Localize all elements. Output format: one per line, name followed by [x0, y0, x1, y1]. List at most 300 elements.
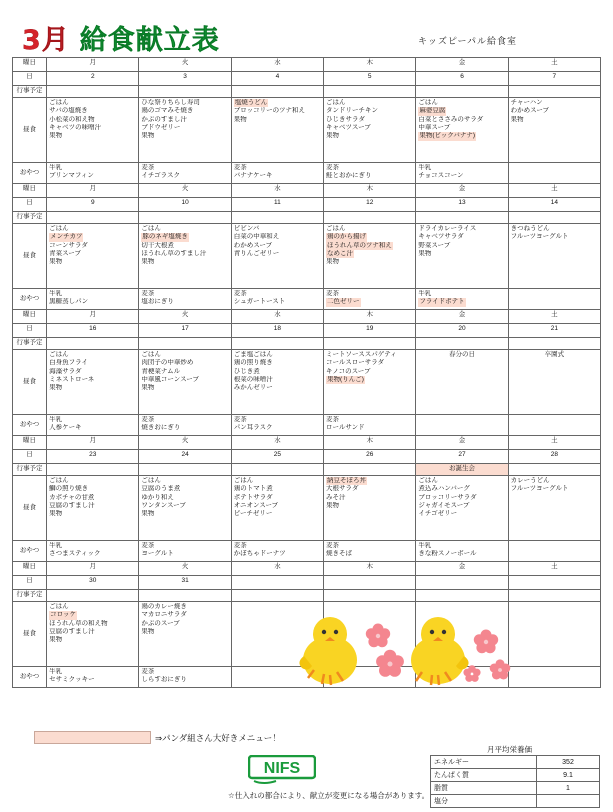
page-header [0, 0, 613, 56]
lunch-cell [416, 224, 508, 289]
row-label-lunch: 昼食 [13, 224, 47, 289]
event-cell [139, 464, 231, 476]
snack-cell [508, 541, 600, 562]
menu-line: 麦茶 [233, 290, 247, 297]
event-cell [508, 464, 600, 476]
menu-line: キノコのスープ [326, 367, 371, 375]
lunch-cell [47, 98, 139, 163]
menu-line: 牛乳 [49, 542, 63, 549]
lunch-cell [47, 602, 139, 667]
menu-line: 果物(りんご) [327, 375, 364, 383]
snack-cell [231, 289, 323, 310]
menu-line: 果物 [326, 132, 340, 140]
date-cell: 11 [231, 198, 323, 212]
nutrition-title: 月平均栄養価 [487, 745, 532, 754]
weekday-header-cell: 火 [139, 184, 231, 198]
menu-line: ヨーグルト [141, 550, 174, 558]
month-label: 3月 [22, 25, 70, 56]
event-row [13, 86, 601, 98]
menu-line: ごはん [326, 225, 346, 232]
lunch-cell [324, 476, 416, 541]
date-row [13, 576, 601, 590]
date-cell: 9 [47, 198, 139, 212]
row-label-lunch: 昼食 [13, 476, 47, 541]
chick-icon [411, 617, 469, 685]
menu-line: 果物 [141, 384, 155, 392]
weekday-header-row [13, 436, 601, 450]
event-cell [231, 86, 323, 98]
menu-line: 鶏の照り焼き [233, 359, 273, 367]
snack-cell [47, 667, 139, 688]
menu-line: 果物(ビックバナナ) [419, 132, 476, 140]
weekday-header-cell: 金 [416, 184, 508, 198]
snack-cell [324, 541, 416, 562]
date-cell: 17 [139, 324, 231, 338]
lunch-cell [508, 602, 600, 667]
menu-line: 塩おにぎり [141, 298, 174, 306]
event-cell [508, 212, 600, 224]
event-row [13, 212, 601, 224]
row-label-event: 行事予定 [13, 338, 47, 350]
menu-line: ごはん [141, 351, 161, 358]
menu-line: きな粉スノーボール [418, 550, 477, 558]
menu-line: ドライカレーライス [418, 225, 477, 232]
lunch-cell [139, 98, 231, 163]
menu-line: 麦茶 [141, 668, 155, 675]
menu-line: ひじき煮 [233, 367, 260, 375]
menu-line: 二色ゼリー [327, 298, 360, 306]
date-cell: 5 [324, 72, 416, 86]
menu-line: 麦茶 [326, 542, 340, 549]
menu-line: きつねうどん [510, 225, 550, 232]
lunch-row [13, 224, 601, 289]
menu-line: メンチカツ [50, 233, 83, 241]
menu-line: ほうれん草のツナ和え [327, 241, 392, 249]
weekday-header-cell: 木 [324, 562, 416, 576]
weekday-header-cell: 水 [231, 184, 323, 198]
menu-line: 白菜とささみのサラダ [418, 115, 484, 123]
menu-line: 果物 [49, 132, 63, 140]
date-cell: 23 [47, 450, 139, 464]
menu-line: ミネストローネ [49, 375, 95, 383]
nutrition-value: 1 [537, 782, 600, 795]
legend [34, 731, 281, 744]
menu-line: 麦茶 [326, 164, 340, 171]
menu-line: 海藻サラダ [49, 367, 82, 375]
kitchen-name: キッズピーパル給食室 [418, 36, 518, 46]
event-cell [231, 212, 323, 224]
menu-line: かぶのスープ [141, 619, 180, 627]
menu-line: 牛乳 [49, 290, 63, 297]
menu-line: ごはん [49, 603, 69, 610]
menu-line: 人参ケーキ [49, 424, 82, 432]
lunch-cell [231, 350, 323, 415]
date-cell: 31 [139, 576, 231, 590]
date-cell [508, 576, 600, 590]
date-cell: 16 [47, 324, 139, 338]
menu-line: サバの塩焼き [49, 107, 88, 115]
lunch-cell [416, 476, 508, 541]
row-label-date: 日 [13, 72, 47, 86]
date-cell: 20 [416, 324, 508, 338]
nutrition-value: 352 [537, 756, 600, 769]
menu-line: 鮭とおかにぎり [326, 172, 372, 180]
menu-line: 牛乳 [418, 290, 432, 297]
row-label-event: 行事予定 [13, 212, 47, 224]
menu-line: チャーハン [510, 99, 543, 106]
event-cell [416, 212, 508, 224]
event-cell [139, 212, 231, 224]
event-cell [324, 338, 416, 350]
weekday-header-cell: 金 [416, 562, 508, 576]
event-cell [416, 338, 508, 350]
date-cell: 10 [139, 198, 231, 212]
menu-line: プリンマフィン [49, 172, 94, 180]
menu-line: 果物 [49, 258, 63, 266]
menu-line: 果物 [141, 627, 155, 635]
menu-line: 麦茶 [141, 542, 155, 549]
weekday-header-cell: 水 [231, 310, 323, 324]
nutrition-row [431, 756, 600, 769]
weekday-header-cell: 金 [416, 436, 508, 450]
menu-line: ジャガイモスープ [418, 501, 470, 509]
event-cell [508, 590, 600, 602]
event-cell [324, 464, 416, 476]
row-label-weekday: 曜日 [13, 184, 47, 198]
menu-line: シュガートースト [233, 298, 286, 306]
nutrition-name: 塩分 [431, 795, 537, 808]
date-cell [231, 576, 323, 590]
menu-line: イチゴラスク [141, 172, 180, 180]
snack-cell [139, 541, 231, 562]
menu-line: 鶏のから揚げ [327, 233, 367, 241]
menu-line: ほうれん草の和え物 [49, 619, 108, 627]
snack-cell [47, 289, 139, 310]
menu-line: ブロッコリーサラダ [418, 493, 477, 501]
snack-cell [416, 163, 508, 184]
date-cell: 2 [47, 72, 139, 86]
weekday-header-cell: 火 [139, 562, 231, 576]
menu-calendar [12, 57, 601, 688]
menu-line: ごはん [49, 477, 69, 484]
nifs-logo [248, 755, 316, 785]
row-label-weekday: 曜日 [13, 562, 47, 576]
weekday-header-cell: 水 [231, 436, 323, 450]
date-row [13, 450, 601, 464]
menu-line: 中華風コーンスープ [141, 375, 199, 383]
weekday-header-cell: 月 [47, 310, 139, 324]
date-cell [416, 576, 508, 590]
event-cell [47, 464, 139, 476]
nutrition-row [431, 769, 600, 782]
weekday-header-cell: 火 [139, 310, 231, 324]
menu-line: 鶏のトマト煮 [233, 485, 273, 493]
menu-line: キャベツの味噌汁 [49, 123, 102, 131]
menu-line: ごはん [49, 99, 69, 106]
weekday-header-cell: 水 [231, 58, 323, 72]
menu-line: コーンサラダ [49, 241, 88, 249]
lunch-row [13, 98, 601, 163]
row-label-snack: おやつ [13, 667, 47, 688]
lunch-cell [508, 476, 600, 541]
menu-line: ロールサンド [326, 424, 365, 432]
menu-line: ごはん [141, 477, 161, 484]
menu-line: 果物 [326, 258, 340, 266]
menu-line: 牛乳 [418, 542, 432, 549]
row-label-weekday: 曜日 [13, 310, 47, 324]
weekday-header-cell: 木 [324, 436, 416, 450]
snack-row [13, 289, 601, 310]
menu-line: 豆腐のうま煮 [141, 485, 181, 493]
lunch-cell [139, 350, 231, 415]
date-row [13, 324, 601, 338]
menu-line: わかめスープ [233, 241, 273, 249]
menu-line: カボチャの甘煮 [49, 493, 95, 501]
event-cell [231, 590, 323, 602]
row-label-weekday: 曜日 [13, 436, 47, 450]
menu-line: ブドウゼリー [141, 123, 181, 131]
lunch-cell [416, 98, 508, 163]
menu-line: カレーうどん [510, 477, 550, 484]
weekday-header-row [13, 58, 601, 72]
menu-line: 青梗菜ナムル [141, 367, 181, 375]
event-cell: お誕生会 [416, 464, 508, 476]
date-cell: 12 [324, 198, 416, 212]
snack-cell [139, 163, 231, 184]
row-label-event: 行事予定 [13, 464, 47, 476]
menu-line: 果物 [49, 510, 63, 518]
row-label-date: 日 [13, 198, 47, 212]
menu-line: 麦茶 [233, 416, 247, 423]
menu-line: チョコスコーン [418, 172, 464, 180]
weekday-header-cell: 火 [139, 436, 231, 450]
menu-line: みかんゼリー [233, 384, 273, 392]
nutrition-row [431, 782, 600, 795]
chick-icon [299, 617, 357, 685]
weekday-header-cell: 木 [324, 310, 416, 324]
lunch-cell [47, 476, 139, 541]
menu-line: 牛乳 [49, 416, 63, 423]
menu-line: 青菜スープ [49, 249, 81, 257]
row-label-date: 日 [13, 324, 47, 338]
menu-line: かぶのすまし汁 [141, 115, 187, 123]
event-cell [231, 464, 323, 476]
date-cell: 26 [324, 450, 416, 464]
menu-line: みそ汁 [326, 493, 346, 501]
row-label-date: 日 [13, 450, 47, 464]
lunch-cell [139, 224, 231, 289]
event-cell [47, 590, 139, 602]
weekday-header-cell: 土 [508, 58, 600, 72]
menu-line: 果物 [141, 510, 155, 518]
snack-cell [139, 415, 231, 436]
menu-line: ポテトサラダ [233, 493, 273, 501]
menu-line: ゆかり和え [141, 493, 174, 501]
lunch-cell [139, 476, 231, 541]
snack-cell [231, 541, 323, 562]
menu-line: 鶏のゴマみそ焼き [141, 107, 194, 115]
snack-cell [324, 289, 416, 310]
weekday-header-cell: 水 [231, 562, 323, 576]
menu-line: 果物 [510, 115, 524, 123]
row-label-weekday: 曜日 [13, 58, 47, 72]
menu-line: オニオンスープ [233, 501, 279, 509]
nutrition-name: 脂質 [431, 782, 537, 795]
date-cell: 4 [231, 72, 323, 86]
menu-line: 切干大根煮 [141, 241, 174, 249]
date-cell: 28 [508, 450, 600, 464]
event-cell [508, 86, 600, 98]
event-row [13, 590, 601, 602]
snack-cell [324, 415, 416, 436]
event-cell [47, 212, 139, 224]
menu-line: 牛乳 [49, 668, 63, 675]
lunch-cell [324, 224, 416, 289]
snack-cell [231, 415, 323, 436]
menu-line: バナナケーキ [233, 172, 273, 180]
menu-line: 中華スープ [418, 123, 451, 131]
menu-line: フルーツヨーグルト [510, 233, 569, 241]
menu-line: 青りんごゼリー [233, 249, 280, 257]
menu-line: 肉団子の中華炒め [141, 359, 194, 367]
menu-line: ブロッコリーのツナ和え [233, 107, 305, 115]
menu-line: 果物 [326, 501, 340, 509]
menu-line: ワンタンスープ [141, 501, 186, 509]
menu-line: 豆腐のすまし汁 [49, 501, 95, 509]
menu-line: キャベツサラダ [418, 233, 464, 241]
menu-line: タンドリーチキン [326, 107, 378, 115]
snack-cell [508, 415, 600, 436]
menu-line: 根菜の味噌汁 [233, 375, 273, 383]
lunch-cell-special: 卒園式 [508, 350, 600, 415]
menu-line: コールスローサラダ [326, 359, 385, 367]
lunch-cell [47, 224, 139, 289]
menu-line: ごま塩ごはん [233, 351, 273, 358]
menu-line: フルーツヨーグルト [510, 485, 569, 493]
event-cell [416, 86, 508, 98]
snack-cell [139, 667, 231, 688]
menu-line: ピーチゼリー [233, 510, 273, 518]
snack-cell [231, 163, 323, 184]
menu-line: 豆腐のすまし汁 [49, 627, 95, 635]
weekday-header-cell: 月 [47, 562, 139, 576]
snack-cell [324, 163, 416, 184]
menu-line: 焼きおにぎり [141, 424, 181, 432]
row-label-snack: おやつ [13, 541, 47, 562]
event-cell [324, 86, 416, 98]
menu-line: 牛乳 [49, 164, 63, 171]
lunch-cell [47, 350, 139, 415]
weekday-header-row [13, 562, 601, 576]
menu-line: 麻婆豆腐 [419, 107, 446, 115]
event-row [13, 464, 601, 476]
menu-line: 果物 [49, 384, 63, 392]
lunch-cell-special: 春分の日 [416, 350, 508, 415]
menu-line: ビビンバ [233, 225, 260, 232]
menu-line: ごはん [233, 477, 254, 484]
date-cell: 30 [47, 576, 139, 590]
page-title [22, 18, 220, 57]
weekday-header-row [13, 184, 601, 198]
date-cell: 27 [416, 450, 508, 464]
row-label-lunch: 昼食 [13, 350, 47, 415]
event-cell [324, 590, 416, 602]
menu-line: 大根サラダ [326, 485, 359, 493]
menu-line: しらすおにぎり [141, 676, 187, 684]
event-cell [416, 590, 508, 602]
weekday-header-cell: 月 [47, 436, 139, 450]
weekday-header-cell: 土 [508, 184, 600, 198]
row-label-lunch: 昼食 [13, 98, 47, 163]
event-cell [139, 338, 231, 350]
lunch-cell [508, 98, 600, 163]
snack-row [13, 541, 601, 562]
menu-line: 麦茶 [141, 164, 155, 171]
date-cell [324, 576, 416, 590]
legend-swatch [34, 731, 151, 744]
menu-line: ひじきサラダ [326, 115, 365, 123]
event-cell [139, 590, 231, 602]
row-label-snack: おやつ [13, 163, 47, 184]
menu-line: ごはん [326, 99, 346, 106]
event-cell [139, 86, 231, 98]
menu-line: 鰤の照り焼き [49, 485, 89, 493]
snack-row [13, 415, 601, 436]
menu-line: 麦茶 [233, 542, 247, 549]
row-label-snack: おやつ [13, 289, 47, 310]
menu-line: ほうれん草のすまし汁 [141, 249, 207, 257]
snack-cell [508, 289, 600, 310]
snack-cell [47, 163, 139, 184]
menu-line: 小松菜の和え物 [49, 115, 95, 123]
date-cell: 6 [416, 72, 508, 86]
menu-line: 麦茶 [141, 290, 155, 297]
weekday-header-cell: 木 [324, 58, 416, 72]
snack-cell [47, 541, 139, 562]
snack-row [13, 163, 601, 184]
menu-line: 果物 [141, 258, 155, 266]
date-cell: 3 [139, 72, 231, 86]
snack-cell [416, 289, 508, 310]
menu-line: 果物 [233, 115, 247, 123]
menu-line: 牛乳 [418, 164, 432, 171]
menu-line: キャベツスープ [326, 123, 371, 131]
lunch-cell [231, 98, 323, 163]
legend-label: ⇒パンダ組さん大好きメニュー！ [155, 732, 281, 743]
menu-line: ごはん [49, 225, 69, 232]
menu-line: 麦茶 [141, 416, 155, 423]
menu-line: 白身魚フライ [49, 359, 88, 367]
menu-line: かぼちゃドーナツ [233, 550, 286, 558]
weekday-header-cell: 火 [139, 58, 231, 72]
weekday-header-cell: 月 [47, 58, 139, 72]
event-cell [47, 338, 139, 350]
snack-cell [416, 541, 508, 562]
weekday-header-cell: 木 [324, 184, 416, 198]
menu-line: 白菜の中華和え [233, 233, 280, 241]
menu-line: 野菜スープ [418, 241, 451, 249]
lunch-cell [508, 224, 600, 289]
date-cell: 24 [139, 450, 231, 464]
row-label-date: 日 [13, 576, 47, 590]
date-cell: 14 [508, 198, 600, 212]
menu-line: フライドポテト [419, 298, 465, 306]
menu-line: ひな祭りちらし寿司 [141, 99, 200, 106]
disclaimer-note: ☆仕入れの都合により、献立が変更になる場合があります。 [228, 791, 430, 800]
event-cell [508, 338, 600, 350]
menu-line: 果物 [141, 132, 155, 140]
menu-line: 果物 [418, 249, 432, 257]
